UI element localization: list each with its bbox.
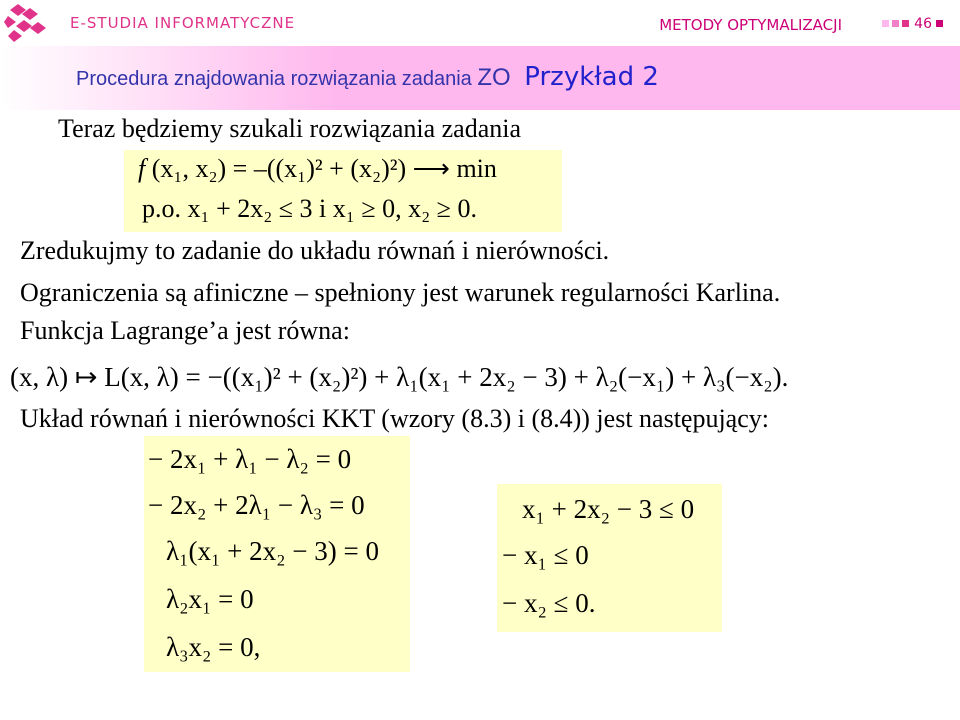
objective-formula xyxy=(138,154,497,184)
square-icon xyxy=(902,20,909,27)
kkt-eq-1: − 2x₁ + λ₁ − λ₂ = 0 xyxy=(148,444,352,474)
title-example: Przykład 2 xyxy=(524,62,659,92)
page-number: 46 xyxy=(914,16,932,32)
kkt-eq-3: λ₁(x₁ + 2x₂ − 3) = 0 xyxy=(166,536,379,566)
objective-symbol: f xyxy=(138,154,146,183)
kkt-text: Układ równań i nierówności KKT (wzory (8.3) i (8.4)) jest następujący: xyxy=(20,404,769,433)
page-indicator xyxy=(882,16,946,32)
kkt-ineq-3: − x₂ ≤ 0. xyxy=(502,588,596,618)
square-icon xyxy=(892,20,899,27)
kkt-ineq-1: x₁ + 2x₂ − 3 ≤ 0 xyxy=(522,494,695,524)
affine-text: Ograniczenia są afiniczne – spełniony jest warunek regularności Karlina. xyxy=(20,278,781,307)
kkt-eq-2: − 2x₂ + 2λ₁ − λ₃ = 0 xyxy=(148,490,365,520)
reduce-text: Zredukujmy to zadanie do układu równań i nierówności. xyxy=(20,236,610,265)
kkt-eq-4: λ₂x₁ = 0 xyxy=(166,584,254,614)
brand-name: E-STUDIA INFORMATYCZNE xyxy=(70,14,296,32)
lagrange-text: Funkcja Lagrange’a jest równa: xyxy=(20,316,350,345)
intro-text: Teraz będziemy szukali rozwiązania zadania xyxy=(58,114,522,143)
constraint-formula: p.o. x₁ + 2x₂ ≤ 3 i x₁ ≥ 0, x₂ ≥ 0. xyxy=(142,194,477,223)
slide-title xyxy=(76,62,659,92)
kkt-eq-5: λ₃x₂ = 0, xyxy=(166,632,261,662)
title-zo: ZO xyxy=(477,64,511,91)
objective-expression: (x₁, x₂) = –((x₁)² + (x₂)²) ⟶ min xyxy=(151,154,497,183)
square-icon xyxy=(936,20,943,27)
lagrangian-formula: (x, λ) ↦ L(x, λ) = −((x₁)² + (x₂)²) + λ₁(x₁ + 2x₂ − 3) + λ₂(−x₁) + λ₃(−x₂). xyxy=(10,362,789,392)
title-main: Procedura znajdowania rozwiązania zadania xyxy=(76,68,472,90)
course-title: METODY OPTYMALIZACJI xyxy=(659,16,842,34)
logo-icon xyxy=(4,2,52,42)
square-icon xyxy=(882,20,889,27)
kkt-ineq-2: − x₁ ≤ 0 xyxy=(502,540,589,570)
